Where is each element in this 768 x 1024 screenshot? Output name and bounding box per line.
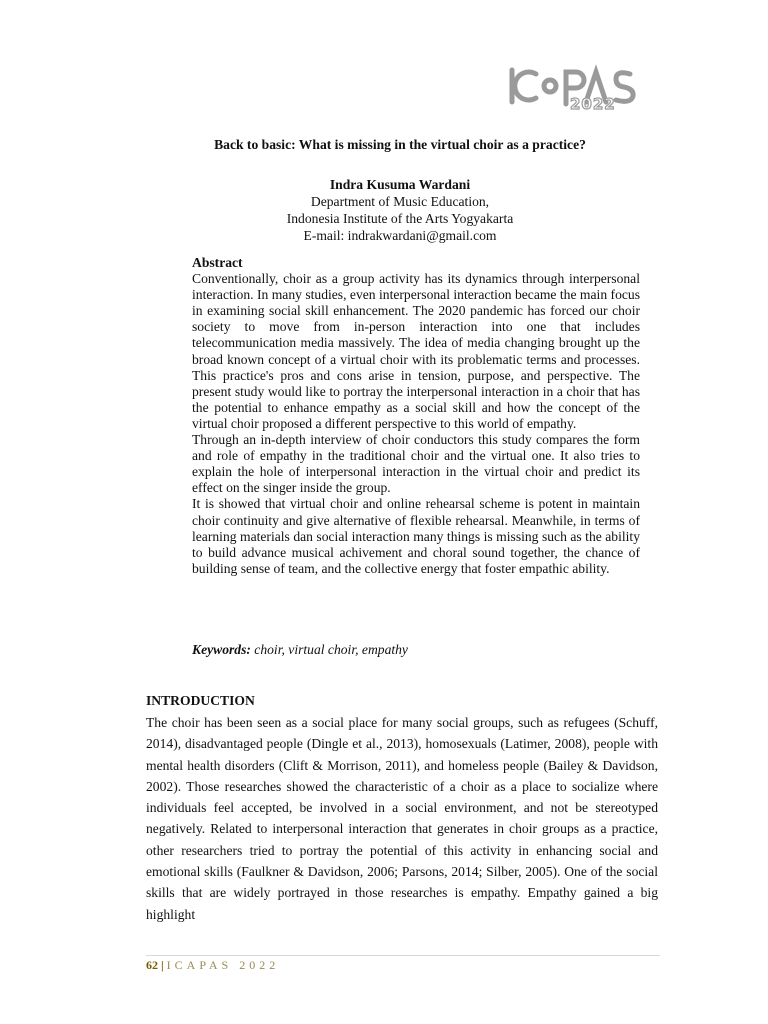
section-heading-introduction: INTRODUCTION: [146, 693, 255, 708]
abstract-section: [192, 255, 640, 577]
author-department: Department of Music Education,: [310, 194, 490, 209]
svg-text:2022: 2022: [570, 95, 616, 112]
author-email: E-mail: indrakwardani@gmail.com: [303, 228, 497, 243]
keywords-label: Keywords:: [192, 642, 251, 657]
keywords-text: choir, virtual choir, empathy: [250, 642, 408, 657]
keywords: [192, 641, 640, 658]
footer-journal: ICAPAS 2022: [166, 958, 280, 972]
abstract-heading: Abstract: [192, 255, 243, 270]
page-footer: [146, 958, 279, 972]
abstract-paragraph: Through an in-depth interview of choir conductors this study compares the form and role of empathy in the traditional choir and the virtual one. It also tries to explain the hole of interpersonal interaction in the virtual choir and predict its effect on the singer inside the group.: [192, 432, 640, 496]
author-block: [150, 176, 650, 244]
author-institution: Indonesia Institute of the Arts Yogyakarta: [286, 211, 514, 226]
page-number: 62: [146, 958, 158, 972]
icpas-logo-icon: [506, 62, 648, 112]
conference-logo: [506, 62, 648, 112]
abstract-paragraph: Conventionally, choir as a group activity has its dynamics through interpersonal interaction. In many studies, even interpersonal interaction became the main focus in examining social skill enhancement. The 2020 pandemic has forced our choir society to move from in-person interaction into one that includes telecommunication media massively. The idea of media changing brought up the broad known concept of a virtual choir with its problematic terms and processes. This practice's pros and cons arise in tension, purpose, and perspective. The present study would like to portray the interpersonal interaction in a choir that has the potential to enhance empathy as a social skill and how the concept of the virtual choir proposed a different perspective to this world of empathy.: [192, 271, 640, 431]
introduction-body: The choir has been seen as a social place for many social groups, such as refugees (Schuff, 2014), disadvantaged people (Dingle et al., 2013), homosexuals (Latimer, 2008), people with mental health disorders (Clift & Morrison, 2011), and homeless people (Bailey & Davidson, 2002). Those researches showed the characteristic of a choir as a place to socialize where individuals feel accepted, be involved in a social environment, and not be stereotyped negatively. Related to interpersonal interaction that generates in choir groups as a practice, other researchers tried to portray the potential of this activity in enhancing social and emotional skills (Faulkner & Davidson, 2006; Parsons, 2014; Silber, 2005). One of the social skills that are widely portrayed in those researches is empathy. Empathy gained a big highlight: [146, 715, 658, 922]
footer-separator: |: [158, 958, 167, 972]
paper-title: Back to basic: What is missing in the virtual choir as a practice?: [214, 137, 586, 152]
abstract-paragraph: It is showed that virtual choir and online rehearsal scheme is potent in maintain choir continuity and give alternative of flexible rehearsal. Meanwhile, in terms of learning materials dan social interaction many things is missing such as the ability to build advance musical achivement and choral sound together, the chance of building sense of team, and the collective energy that foster empathic ability.: [192, 496, 640, 576]
author-name: Indra Kusuma Wardani: [329, 177, 471, 192]
footer-divider: [146, 955, 660, 956]
